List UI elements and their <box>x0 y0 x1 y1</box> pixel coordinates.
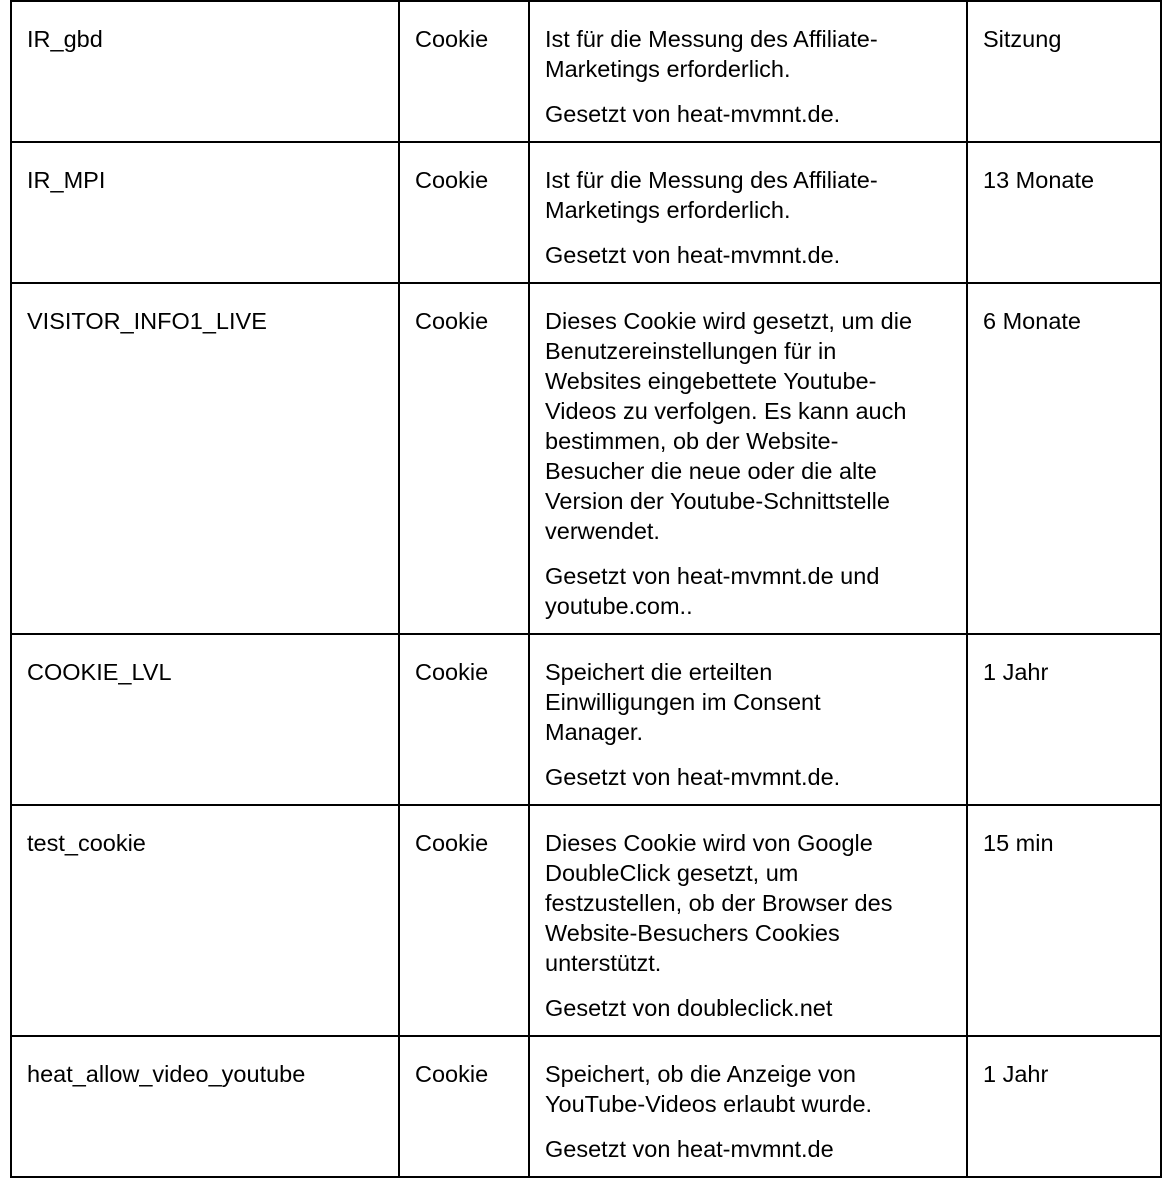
table-row <box>11 1 1161 142</box>
table-row <box>11 283 1161 634</box>
cookie-name-cell <box>11 805 399 1036</box>
cookie-purpose: Speichert die erteilten Einwilligungen im Consent Manager. <box>545 659 821 745</box>
cookie-duration-cell <box>967 805 1161 1036</box>
cookie-duration: 1 Jahr <box>983 659 1049 685</box>
cookie-description-cell <box>529 1 967 142</box>
table-row <box>11 634 1161 805</box>
cookie-name-cell <box>11 1 399 142</box>
cookie-purpose: Dieses Cookie wird gesetzt, um die Benutzereinstellungen für in Websites eingebettete Youtube- Videos zu verfolgen. Es kann auch bestimmen, ob der Website- Besucher die neue oder die alte Version der Youtube-Schnittstelle verwendet. <box>545 308 913 544</box>
cookie-name: VISITOR_INFO1_LIVE <box>27 308 267 334</box>
table-row <box>11 1036 1161 1177</box>
cookie-duration: Sitzung <box>983 26 1062 52</box>
cookie-type: Cookie <box>415 659 489 685</box>
cookie-purpose: Ist für die Messung des Affiliate- Marketings erforderlich. <box>545 167 878 223</box>
cookie-name-cell <box>11 142 399 283</box>
cookie-duration: 13 Monate <box>983 167 1095 193</box>
cookie-purpose: Dieses Cookie wird von Google DoubleClick gesetzt, um festzustellen, ob der Browser des Website-Besuchers Cookies unterstützt. <box>545 830 893 976</box>
cookie-name-cell <box>11 283 399 634</box>
cookie-set-by: Gesetzt von heat-mvmnt.de <box>545 1136 834 1162</box>
cookie-type: Cookie <box>415 167 489 193</box>
cookie-set-by: Gesetzt von heat-mvmnt.de und youtube.com.. <box>545 563 880 619</box>
cookie-type-cell <box>399 1 529 142</box>
cookie-type-cell <box>399 1036 529 1177</box>
cookie-set-by: Gesetzt von heat-mvmnt.de. <box>545 242 841 268</box>
cookie-name-cell <box>11 1036 399 1177</box>
cookie-duration-cell <box>967 283 1161 634</box>
cookie-set-by: Gesetzt von doubleclick.net <box>545 995 833 1021</box>
cookie-name: IR_gbd <box>27 26 103 52</box>
cookie-duration: 6 Monate <box>983 308 1081 334</box>
cookie-name: heat_allow_video_youtube <box>27 1061 306 1087</box>
cookie-description-cell <box>529 142 967 283</box>
cookie-type-cell <box>399 634 529 805</box>
cookie-table <box>10 0 1162 1178</box>
cookie-type-cell <box>399 805 529 1036</box>
cookie-type-cell <box>399 283 529 634</box>
cookie-name: IR_MPI <box>27 167 106 193</box>
cookie-duration-cell <box>967 1036 1161 1177</box>
table-row <box>11 805 1161 1036</box>
cookie-duration: 1 Jahr <box>983 1061 1049 1087</box>
cookie-set-by: Gesetzt von heat-mvmnt.de. <box>545 101 841 127</box>
cookie-type: Cookie <box>415 830 489 856</box>
cookie-duration-cell <box>967 634 1161 805</box>
cookie-duration: 15 min <box>983 830 1054 856</box>
cookie-type-cell <box>399 142 529 283</box>
cookie-duration-cell <box>967 142 1161 283</box>
cookie-purpose: Ist für die Messung des Affiliate- Marketings erforderlich. <box>545 26 878 82</box>
cookie-type: Cookie <box>415 308 489 334</box>
cookie-name-cell <box>11 634 399 805</box>
cookie-description-cell <box>529 634 967 805</box>
cookie-purpose: Speichert, ob die Anzeige von YouTube-Videos erlaubt wurde. <box>545 1061 873 1117</box>
cookie-duration-cell <box>967 1 1161 142</box>
cookie-name: test_cookie <box>27 830 146 856</box>
cookie-description-cell <box>529 1036 967 1177</box>
table-row <box>11 142 1161 283</box>
cookie-set-by: Gesetzt von heat-mvmnt.de. <box>545 764 841 790</box>
cookie-type: Cookie <box>415 1061 489 1087</box>
cookie-description-cell <box>529 805 967 1036</box>
cookie-type: Cookie <box>415 26 489 52</box>
cookie-name: COOKIE_LVL <box>27 659 172 685</box>
cookie-description-cell <box>529 283 967 634</box>
